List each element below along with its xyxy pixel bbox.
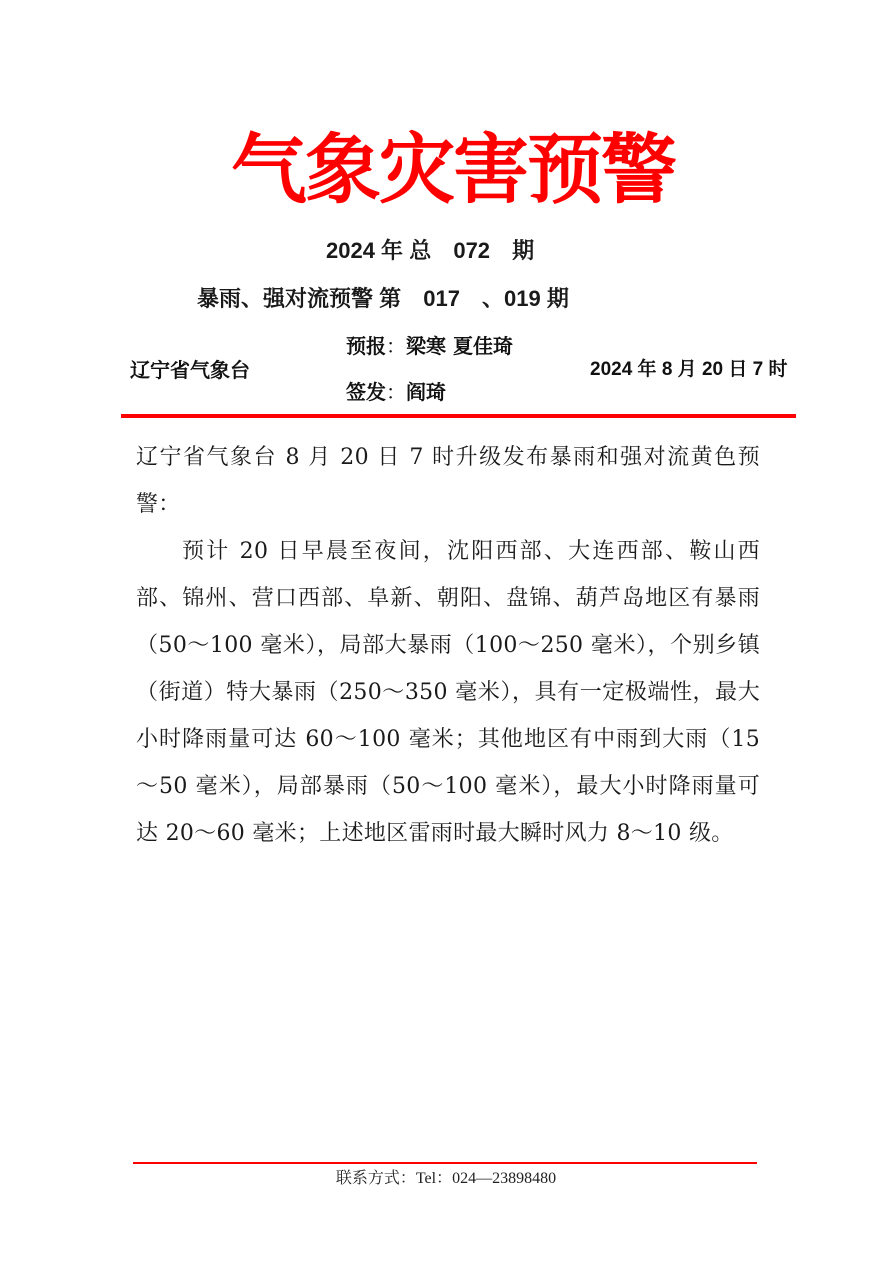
issue-number-b: 019	[504, 286, 541, 311]
issue-total-number: 072	[453, 238, 491, 263]
forecaster-colon: ：	[386, 334, 406, 358]
issue-category: 暴雨、强对流预警	[197, 286, 374, 311]
issuer-name: 阎琦	[406, 380, 446, 404]
forecaster-names: 梁寒 夏佳琦	[406, 334, 513, 358]
issuing-organization: 辽宁省气象台	[130, 358, 250, 382]
issuer-label: 签发	[346, 380, 386, 404]
issue-separator: 、	[482, 286, 505, 311]
issuer-colon: ：	[386, 380, 406, 404]
issuer-line	[346, 378, 446, 406]
contact-info: 联系方式：Tel：024—23898480	[335, 1170, 557, 1187]
issue-type-line	[197, 284, 569, 314]
warning-body	[136, 434, 760, 857]
warning-detail: 预计 20 日早晨至夜间，沈阳西部、大连西部、鞍山西部、锦州、营口西部、阜新、朝阳、盘锦、葫芦岛地区有暴雨（50～100 毫米），局部大暴雨（100～250 毫米），个别乡镇（街道）特大暴雨（250～350 毫米），具有一定极端性，最大小时降雨量可达 60～100 毫米；其他地区有中雨到大雨（15～50 毫米），局部暴雨（50～100 毫米），最大小时降雨量可达 20～60 毫米；上述地区雷雨时最大瞬时风力 8～10 级。	[136, 539, 760, 846]
issue-type-suffix: 期	[546, 286, 569, 311]
footer-divider	[133, 1162, 757, 1164]
issue-datetime: 2024 年 8 月 20 日 7 时	[590, 359, 788, 380]
issue-number-a: 017	[423, 286, 460, 311]
forecaster-label: 预报	[346, 334, 386, 358]
warning-intro: 辽宁省气象台 8 月 20 日 7 时升级发布暴雨和强对流黄色预警：	[136, 445, 760, 517]
header-divider	[121, 414, 796, 418]
issue-total-label: 总	[409, 238, 432, 263]
issue-total-line	[326, 236, 534, 266]
document-title: 气象灾害预警	[231, 125, 675, 214]
forecaster-line	[346, 332, 513, 360]
issue-year: 2024 年	[326, 238, 404, 263]
issue-no-label: 第	[379, 286, 402, 311]
issue-total-suffix: 期	[512, 238, 535, 263]
